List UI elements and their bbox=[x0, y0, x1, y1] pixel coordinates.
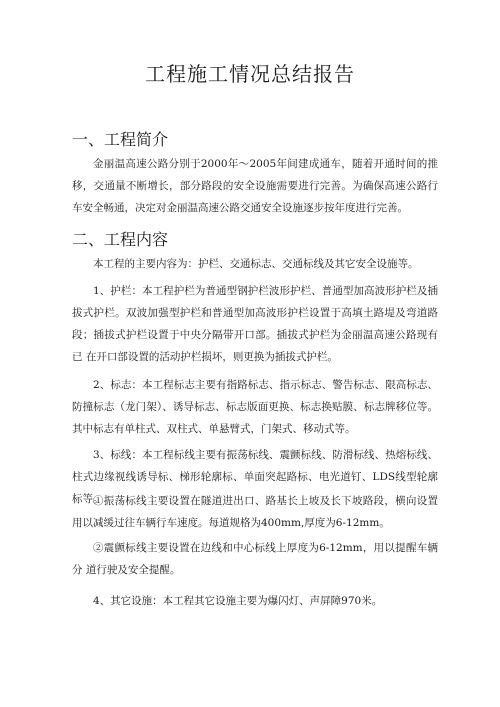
content-other-facilities-paragraph: 4、其它设施：本工程其它设施主要为爆闪灯、声屏障970米。 bbox=[93, 595, 383, 607]
content-oscillation-markings-paragraph: ①振荡标线主要设置在隧道进出口、路基长上坡及长下坡路段，横向设置用以减缓过往车辆行车速度。每道规格为400mm,厚度为6-12mm。 bbox=[72, 495, 438, 529]
content-intro-paragraph: 本工程的主要内容为：护栏、交通标志、交通标线及其它安全设施等。 bbox=[93, 258, 419, 270]
section-overview-paragraph: 金丽温高速公路分别于2000年～2005年间建成通车，随着开通时间的推移，交通量不断增长，部分路段的安全设施需要进行完善。为确保高速公路行车安全畅通，决定对金丽温高速公路交通安全设施逐步按年度进行完善。 bbox=[72, 158, 438, 214]
content-guardrail-paragraph: 1、护栏：本工程护栏为普通型钢护栏波形护栏、普通型加高波形护栏及插 拔式护栏。双波加强型护栏和普通型加高波形护栏设置于高填土路堤及弯道路 段；插拔式护栏设置于中央分隔带开口部。插拔式护栏为金丽温高速公路现有已 在开口部设置的活动护栏损坏，则更换为插拔式护栏。 bbox=[72, 285, 438, 363]
section-heading-overview: 一、工程简介 bbox=[72, 130, 169, 149]
document-title: 工程施工情况总结报告 bbox=[145, 62, 355, 86]
section-heading-content: 二、工程内容 bbox=[72, 230, 169, 249]
content-signs-paragraph: 2、标志：本工程标志主要有指路标志、指示标志、警告标志、限高标志、 防撞标志（龙门架）、诱导标志、标志版面更换、标志换贴膜、标志牌移位等。 其中标志有单柱式、双柱式、单悬臂式，门架式、移动式等。 bbox=[72, 379, 438, 435]
content-markings-paragraph: 3、标线：本工程标线主要有振荡标线、震颤标线、防滑标线、热熔标线、 柱式边缘视线诱导标、梯形轮廓标、单面突起路标、电光道钉、LDS线型轮廓 标等。 bbox=[72, 449, 438, 505]
content-vibration-markings-paragraph: ②震颤标线主要设置在边线和中心标线上厚度为6-12mm，用以提醒车辆分 道行驶及安全提醒。 bbox=[72, 542, 438, 576]
